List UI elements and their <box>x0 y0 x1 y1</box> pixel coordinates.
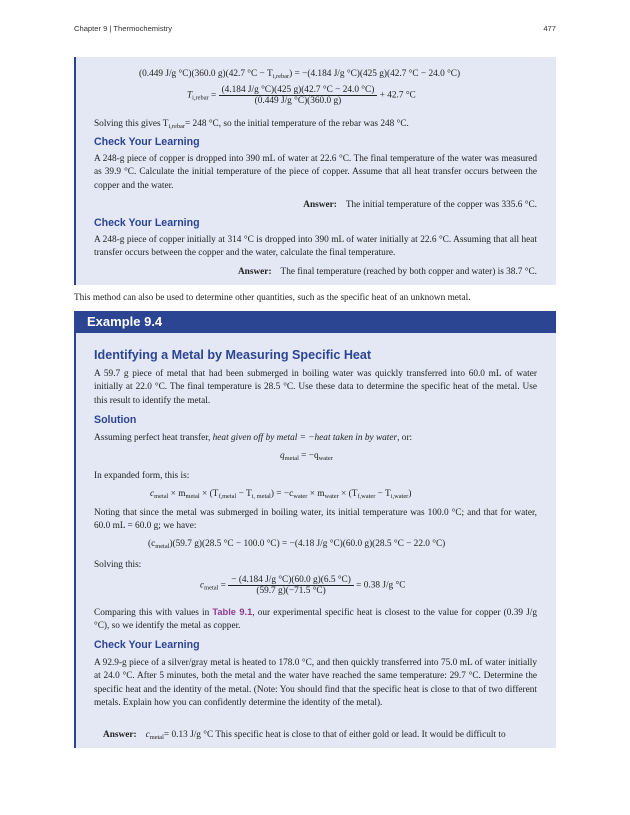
page-header <box>74 24 556 38</box>
equation-substituted: $(c_{metal})(59.7$ g)(28.5 °C − 100.0 °C) = −(4.18 J/g °C)(60.0 g)(28.5 °C − 22.0 °C) <box>148 539 446 550</box>
answer-line: Answer: $c_{metal}= 0.13$ J/g °C This specific heat is close to that of either gold or lead. It would be difficult to <box>103 730 506 741</box>
page-number: 477 <box>543 24 556 33</box>
noting-text: Noting that since the metal was submerged in boiling water, its initial temperature was 100.0 °C; and that for water, 60.0 mL = 60.0 g; we have: <box>94 508 537 532</box>
answer-line: Answer: The initial temperature of the copper was 335.6 °C. <box>303 200 537 210</box>
assumption-text: Assuming perfect heat transfer, heat given off by metal = −heat taken in by water, or: <box>94 433 413 443</box>
equation-expanded: $c_{metal} \times m_{metal} \times (T_{f,metal} - T_{i, metal}) = -c_{water} \times m_{water} \times (T_{f,water} - T_{i,water})$ <box>150 489 412 500</box>
answer-line: Answer: The final temperature (reached by both copper and water) is 38.7 °C. <box>237 267 537 277</box>
equation-rebar-solution: $T_{i,rebar}$ = $\frac{(4.184 J/g ^\circ C)(425 g)(42.7 ^\circ C - 24.0 ^\circ C)}{(0.449 J/g ^\circ C)(360.0 g)}$ + 42.7 °C <box>187 85 416 106</box>
chapter-title: Chapter 9 | Thermochemistry <box>74 24 173 33</box>
equation-specific-heat: $c_{metal}$ = $\frac{- (4.184 J/g ^\circ C)(60.0 g)(6.5 ^\circ C)}{(59.7 g)(-71.5 ^\circ C)}$ = 0.38 J/g °C <box>200 575 406 596</box>
fraction: $\frac{(4.184 J/g ^\circ C)(425 g)(42.7 ^\circ C - 24.0 ^\circ C)}{(0.449 J/g ^\circ C)(360.0 g)}$ <box>219 85 378 106</box>
fraction: $\frac{- (4.184 J/g ^\circ C)(60.0 g)(6.5 ^\circ C)}{(59.7 g)(-71.5 ^\circ C)}$ <box>228 575 354 596</box>
check-your-learning-heading: Check Your Learning <box>94 639 200 651</box>
check-your-learning-text: A 248-g piece of copper initially at 314 °C is dropped into 390 mL of water initially at 22.6 °C. Assuming that all heat transfer occurs between the copper and the water, calculate the final temperature. <box>94 235 537 259</box>
body-paragraph: This method can also be used to determine other quantities, such as the specific heat of an unknown metal. <box>74 293 471 303</box>
check-your-learning-heading: Check Your Learning <box>94 136 200 148</box>
solving-text: Solving this: <box>94 560 142 570</box>
check-your-learning-text: A 92.9-g piece of a silver/gray metal is heated to 178.0 °C, and then quickly transferred into 75.0 mL of water initially at 24.0 °C. After 5 minutes, both the metal and the water have reached the same temperature: 29.7 °C. Determine the specific heat and the identity of the metal. (Note: You should find that the specific heat is close to that of two different metals. Explain how you can confidently determine the identity of the metal). <box>94 658 537 709</box>
table-9-1-link[interactable]: Table 9.1 <box>212 607 253 617</box>
check-your-learning-heading: Check Your Learning <box>94 217 200 229</box>
comparing-text: Comparing this with values in Table 9.1, our experimental specific heat is closest to the value for copper (0.39 J/g °C), so we identify the metal as copper. <box>94 607 537 632</box>
solution-heading: Solution <box>94 414 137 426</box>
equation-heat-balance: (0.449 J/g °C)(360.0 g)(42.7 $^\circ C - T_{i,rebar}) = -(4.184$ J/g °C)(425 g)(42.7 °C − 24.0 °C) <box>139 69 461 80</box>
example-band-title: Example 9.4 <box>74 311 556 333</box>
example-title: Identifying a Metal by Measuring Specific Heat <box>94 348 372 362</box>
check-your-learning-text: A 248-g piece of copper is dropped into 390 mL of water at 22.6 °C. The final temperature of the water was measured as 39.9 °C. Calculate the initial temperature of the piece of copper. Assume that all heat transfer occurs between the copper and the water. <box>94 154 537 191</box>
expanded-text: In expanded form, this is: <box>94 471 190 481</box>
equation-q: $q_{metal} = -q_{water}$ <box>280 451 333 462</box>
example-intro: A 59.7 g piece of metal that had been submerged in boiling water was quickly transferred into 60.0 mL of water initially at 22.0 °C. The final temperature is 28.5 °C. Use these data to determine the specific heat of the metal. Use this result to identify the metal. <box>94 369 537 406</box>
rebar-result-text: Solving this gives $T_{i,rebar}= 248$ °C, so the initial temperature of the rebar was 248 °C. <box>94 119 409 130</box>
